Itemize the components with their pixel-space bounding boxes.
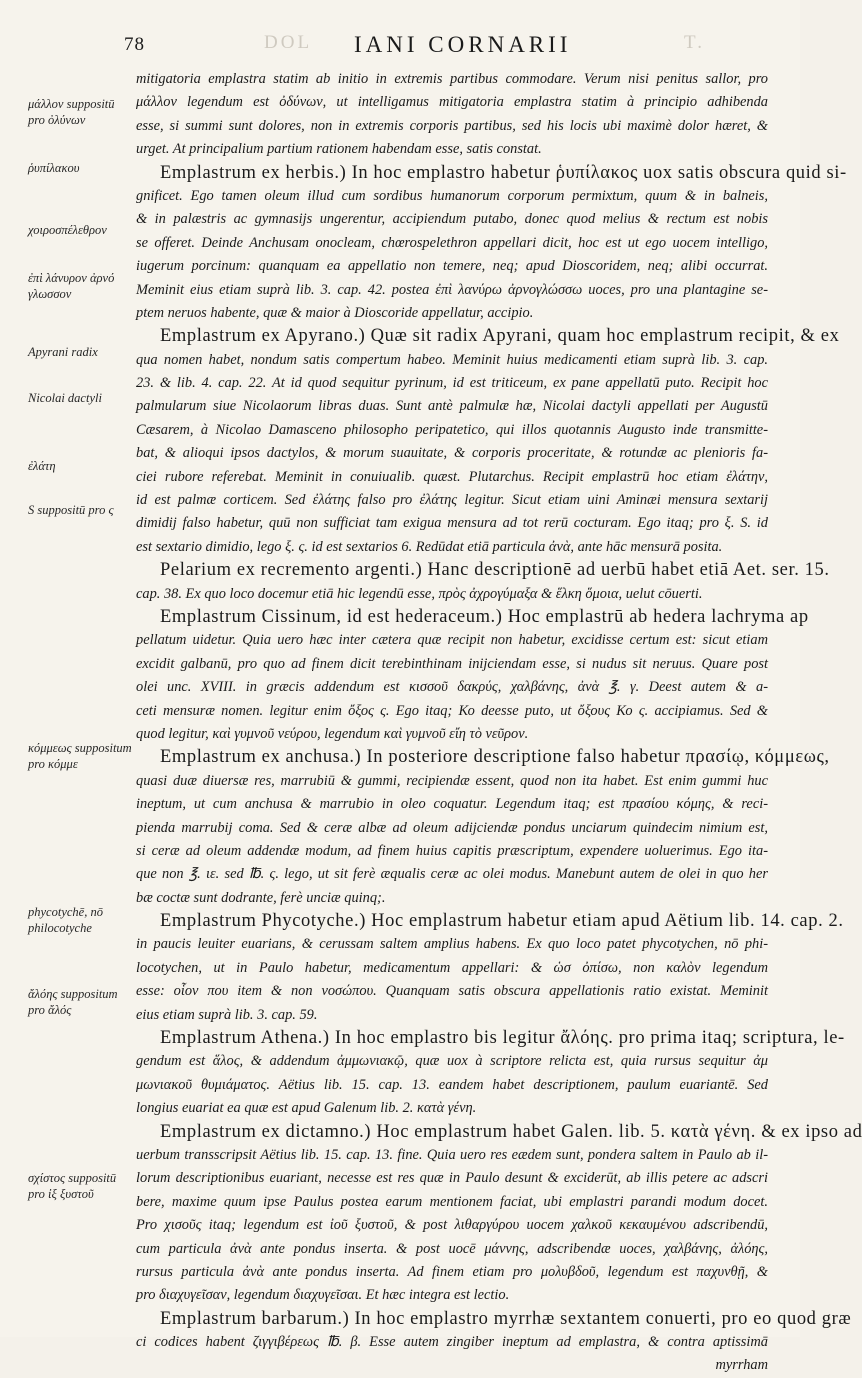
text-line: que non ℥. ιε. sed ℔. ς. lego, ut sit ferè æqualis ceræ ac olei modus. Manebunt autem de olei in quo her (136, 866, 768, 883)
text-line: μάλλον legendum est ὀδύνων, ut intelligamus mitigatoria emplastra statim à principio adhibenda (136, 94, 768, 111)
bleed-through-right: T. (684, 32, 705, 53)
margin-note: Apyrani radix (28, 345, 98, 359)
text-line: ceti mensuræ nomen. legitur enim ὄξος ς. Ego itaq; Κο deesse puto, ut ὄξους Κο ς. accipiamus. Sed & (136, 702, 768, 719)
text-line: est sextario dimidio, lego ξ. ς. id est sextarios 6. Redūdat etiā particula ἀνὰ, ante hāc mensurā posita. (136, 538, 723, 555)
text-line: pellatum uidetur. Quia uero hæc inter cætera quæ recipit non habetur, excidisse certum est: sicut etiam (136, 632, 768, 649)
margin-note: phycotychē, nō philocotyche (28, 905, 103, 935)
text-line: gnificet. Ego tamen oleum illud cum sordibus humanorum corporum permixtum, quum & in balneis, (136, 187, 768, 204)
section-heading: Emplastrum Phycotyche.) Hoc emplastrum habetur etiam apud Aëtium lib. 14. cap. 2. (160, 911, 844, 932)
text-line: Meminit eius etiam suprà lib. 3. cap. 42. postea ἐπὶ λανύρω ἀρνογλώσσω uoces, pro una plantagine se- (136, 281, 768, 298)
text-line: uerbum transscripsit Aëtius lib. 15. cap. 13. fine. Quia uero res eædem sunt, pondera saltem in Paulo ab il- (136, 1146, 768, 1163)
text-line: bæ coctæ sunt dodrante, ferè unciæ quinq;. (136, 889, 386, 906)
text-line: id est palmæ corticem. Sed ἐλάτης falso pro ἐλάτης legitur. Sicut etiam uini Aminæi mensura sextarij (136, 492, 768, 509)
text-line: cap. 38. Ex quo loco docemur etiā hic legendū esse, πρὸς ἀχρογύμαξα & ἕλκη ὅμοια, uelut cōuerti. (136, 585, 703, 602)
page-header (124, 30, 764, 60)
section-heading: Emplastrum ex herbis.) In hoc emplastro habetur ῥυπίλακος uox satis obscura quid si- (160, 162, 847, 183)
bleed-through-left: DOL (264, 32, 313, 53)
section-heading: Pelarium ex recremento argenti.) Hanc descriptionē ad uerbū habet etiā Aet. ser. 15. (160, 560, 830, 581)
text-line: si ceræ ad oleum addendæ modum, ad finem huius capitis præscriptum, expendere uoluerimus. Ego ita- (136, 842, 768, 859)
text-line: mitigatoria emplastra statim ab initio in extremis partibus commodare. Verum nisi penitus sallor, pro (136, 71, 768, 87)
text-line: iugerum porcinum: quanquam ea appellatio non temere, neq; apud Dioscoridem, neq; alibi occurrat. (136, 258, 768, 275)
text-line: ineptum, ut cum anchusa & marrubio in oleo coquatur. Legendum itaq; est πρασίου κόμης, & reci- (136, 796, 768, 813)
text-line: lorum descriptionibus euariant, necesse est res quæ in Paulo desunt & exciderūt, ab illis petere ac adscri (136, 1170, 768, 1187)
text-line: eius etiam suprà lib. 3. cap. 59. (136, 1006, 318, 1023)
margin-note: ῥυπίλακου (28, 161, 80, 175)
text-line: bere, maxime quum ipse Paulus postea earum mentionem faciat, ubi emplastri parandi modum docet. (136, 1193, 768, 1210)
margin-note: μάλλον suppositū pro ὀλύνων (28, 97, 115, 127)
section-heading: Emplastrum Cissinum, id est hederaceum.) Hoc emplastrū ab hedera lachryma ap (160, 606, 809, 627)
text-line: gendum est ἅλος, & addendum ἀμμωνιακῷ, quæ uox à scriptore relicta est, quia rursus sequitur ἀμ (136, 1053, 768, 1070)
margin-note: ἐλάτη (28, 459, 56, 473)
text-line: se offeret. Deinde Anchusam onocleam, chœrospelethron appellari dicit, hoc est ut ego uocem intelligo, (136, 234, 768, 251)
text-line: & in palæstris ac gymnasijs ungerentur, accipiendum putabo, donec quod melius & rectum est nobis (136, 211, 768, 228)
margin-note: χοιροσπέλεθρον (28, 223, 107, 237)
text-line: esse: οἷον που item & non νοσώπου. Quanquam satis obscura appellationis ratio existat. Meminit (136, 983, 768, 1000)
margin-note: ἐπὶ λάνυρον ἀρνό γλωσσον (28, 271, 115, 301)
text-line: quod legitur, καὶ γυμνοῦ νεύρου, legendum καὶ γυμνοῦ εἴη τὸ νεῦρον. (136, 725, 529, 742)
catchword: myrrham (715, 1357, 768, 1374)
text-line: bat, & alioqui ipsos dactylos, & morum suauitate, & corporis proceritate, & rotundæ ac plenioris fa- (136, 445, 768, 462)
text-line: ci codices habent ζιγγιβέρεως ℔. β. Esse autem zingiber ineptum ad emplastra, & contra aptissimā (136, 1334, 768, 1351)
text-line: μωνιακοῦ θυμιάματος. Aëtius lib. 15. cap. 13. eandem habet descriptionem, paulum euariantē. Sed (136, 1076, 768, 1093)
text-line: longius euariat ea quæ est apud Galenum lib. 2. κατὰ γένη. (136, 1100, 477, 1117)
text-line: Pro χισοῦς itaq; legendum est ἰοῦ ξυστοῦ, & post λιθαργύρου uocem χαλκοῦ κεκαυμένου adscribendū, (136, 1217, 768, 1234)
text-line: rursus particula ἀνὰ ante pondus inserta. Ad finem etiam pro μολυβδοῦ, legendum est παχυνθῇ, & (136, 1263, 768, 1280)
main-text (136, 68, 862, 1378)
text-line: dimidij falso habetur, quū non sufficiat tam exigua mensura ad tot rerū cocturam. Ego itaq; pro ξ. S. id (136, 515, 768, 532)
text-line: cum particula ἀνὰ ante pondus inserta. & post uocē μάννης, adscribendæ uoces, χαλβάνης, ἀλόης, (136, 1240, 768, 1257)
section-heading: Emplastrum ex dictamno.) Hoc emplastrum habet Galen. lib. 5. κατὰ γένη. & ex ipso ad (160, 1121, 862, 1142)
text-line: locotychen, ut in Paulo habetur, medicamentum appellari: & ὡσ ὀπίσω, non καλὸν legendum (136, 959, 768, 976)
margin-note: Nicolai dactyli (28, 391, 102, 405)
text-line: ciei rubore referebat. Meminit in conuiualib. quæst. Plutarchus. Recipit emplastrū hoc etiam ἐλάτην, (136, 468, 768, 485)
margin-note: S suppositū pro ς (28, 503, 114, 517)
running-head: IANI CORNARII (354, 32, 572, 57)
margin-note: σχίστος suppositū pro ἰξ ξυστοῦ (28, 1171, 117, 1201)
text-line: esse, si summi sunt dolores, non in extremis corporis partibus, sed his locis ubi maximè dolor hæret, & (136, 117, 768, 134)
text-line: palmularum siue Nicolaorum libras duas. Sunt antè palmulæ hæ, Nicolai dactyli appellati per Augustū (136, 398, 768, 415)
text-line: qua nomen habet, nondum satis compertum habeo. Meminit huius medicamenti etiam suprà lib. 3. cap. (136, 351, 768, 368)
text-line: pro διαχυγεῖσαν, legendum διαχυγεῖσαι. Et hæc integra est lectio. (136, 1287, 510, 1304)
text-line: in paucis leuiter euarians, & cerussam saltem amplius habens. Ex quo loco patet phycotychen, nō phi- (136, 936, 768, 953)
section-heading: Emplastrum Athena.) In hoc emplastro bis legitur ἄλόης. pro prima itaq; scriptura, le- (160, 1028, 845, 1049)
page-number: 78 (124, 34, 145, 55)
margin-note: κόμμεως suppositum pro κόμμε (28, 741, 132, 771)
text-line: 23. & lib. 4. cap. 22. At id quod sequitur pyrinum, id est triticeum, ex pane appellatū puto. Recipit hoc (136, 375, 768, 392)
text-line: pienda marrubij coma. Sed & ceræ albæ ad oleum adijciendæ pondus unciarum quindecim nimium est, (136, 819, 768, 836)
margin-note: ἄλόης suppositum pro ἄλός (28, 987, 118, 1017)
section-heading: Emplastrum ex anchusa.) In posteriore descriptione falso habetur πρασίῳ, κόμμεως, (160, 747, 830, 768)
text-line: ptem neruos habente, quæ & maior à Dioscoride appellatur, accipio. (136, 304, 534, 321)
section-heading: Emplastrum barbarum.) In hoc emplastro myrrhæ sextantem conuerti, pro eo quod græ (160, 1308, 852, 1329)
text-line: olei unc. XVIII. in græcis addendum est κισσοῦ δακρύς, χαλβάνης, ἀνὰ ℥. γ. Deest autem & a- (136, 679, 768, 696)
text-line: urget. At principalium partium rationem habendam esse, satis constat. (136, 141, 542, 158)
text-line: excidit galbanū, pro quo ad finem dicit terebinthinam inijciendam esse, si nudus sit neruus. Quare post (136, 655, 768, 672)
section-heading: Emplastrum ex Apyrano.) Quæ sit radix Apyrani, quam hoc emplastrum recipit, & ex (160, 326, 840, 347)
text-line: Cæsarem, à Nicolao Damasceno philosopho peripatetico, qui illos quotannis Augusto inde transmitte- (136, 421, 768, 438)
text-line: quasi duæ diuersæ res, marrubiū & gummi, recipiendæ essent, quod non ita habet. Est enim gummi huc (136, 772, 768, 789)
